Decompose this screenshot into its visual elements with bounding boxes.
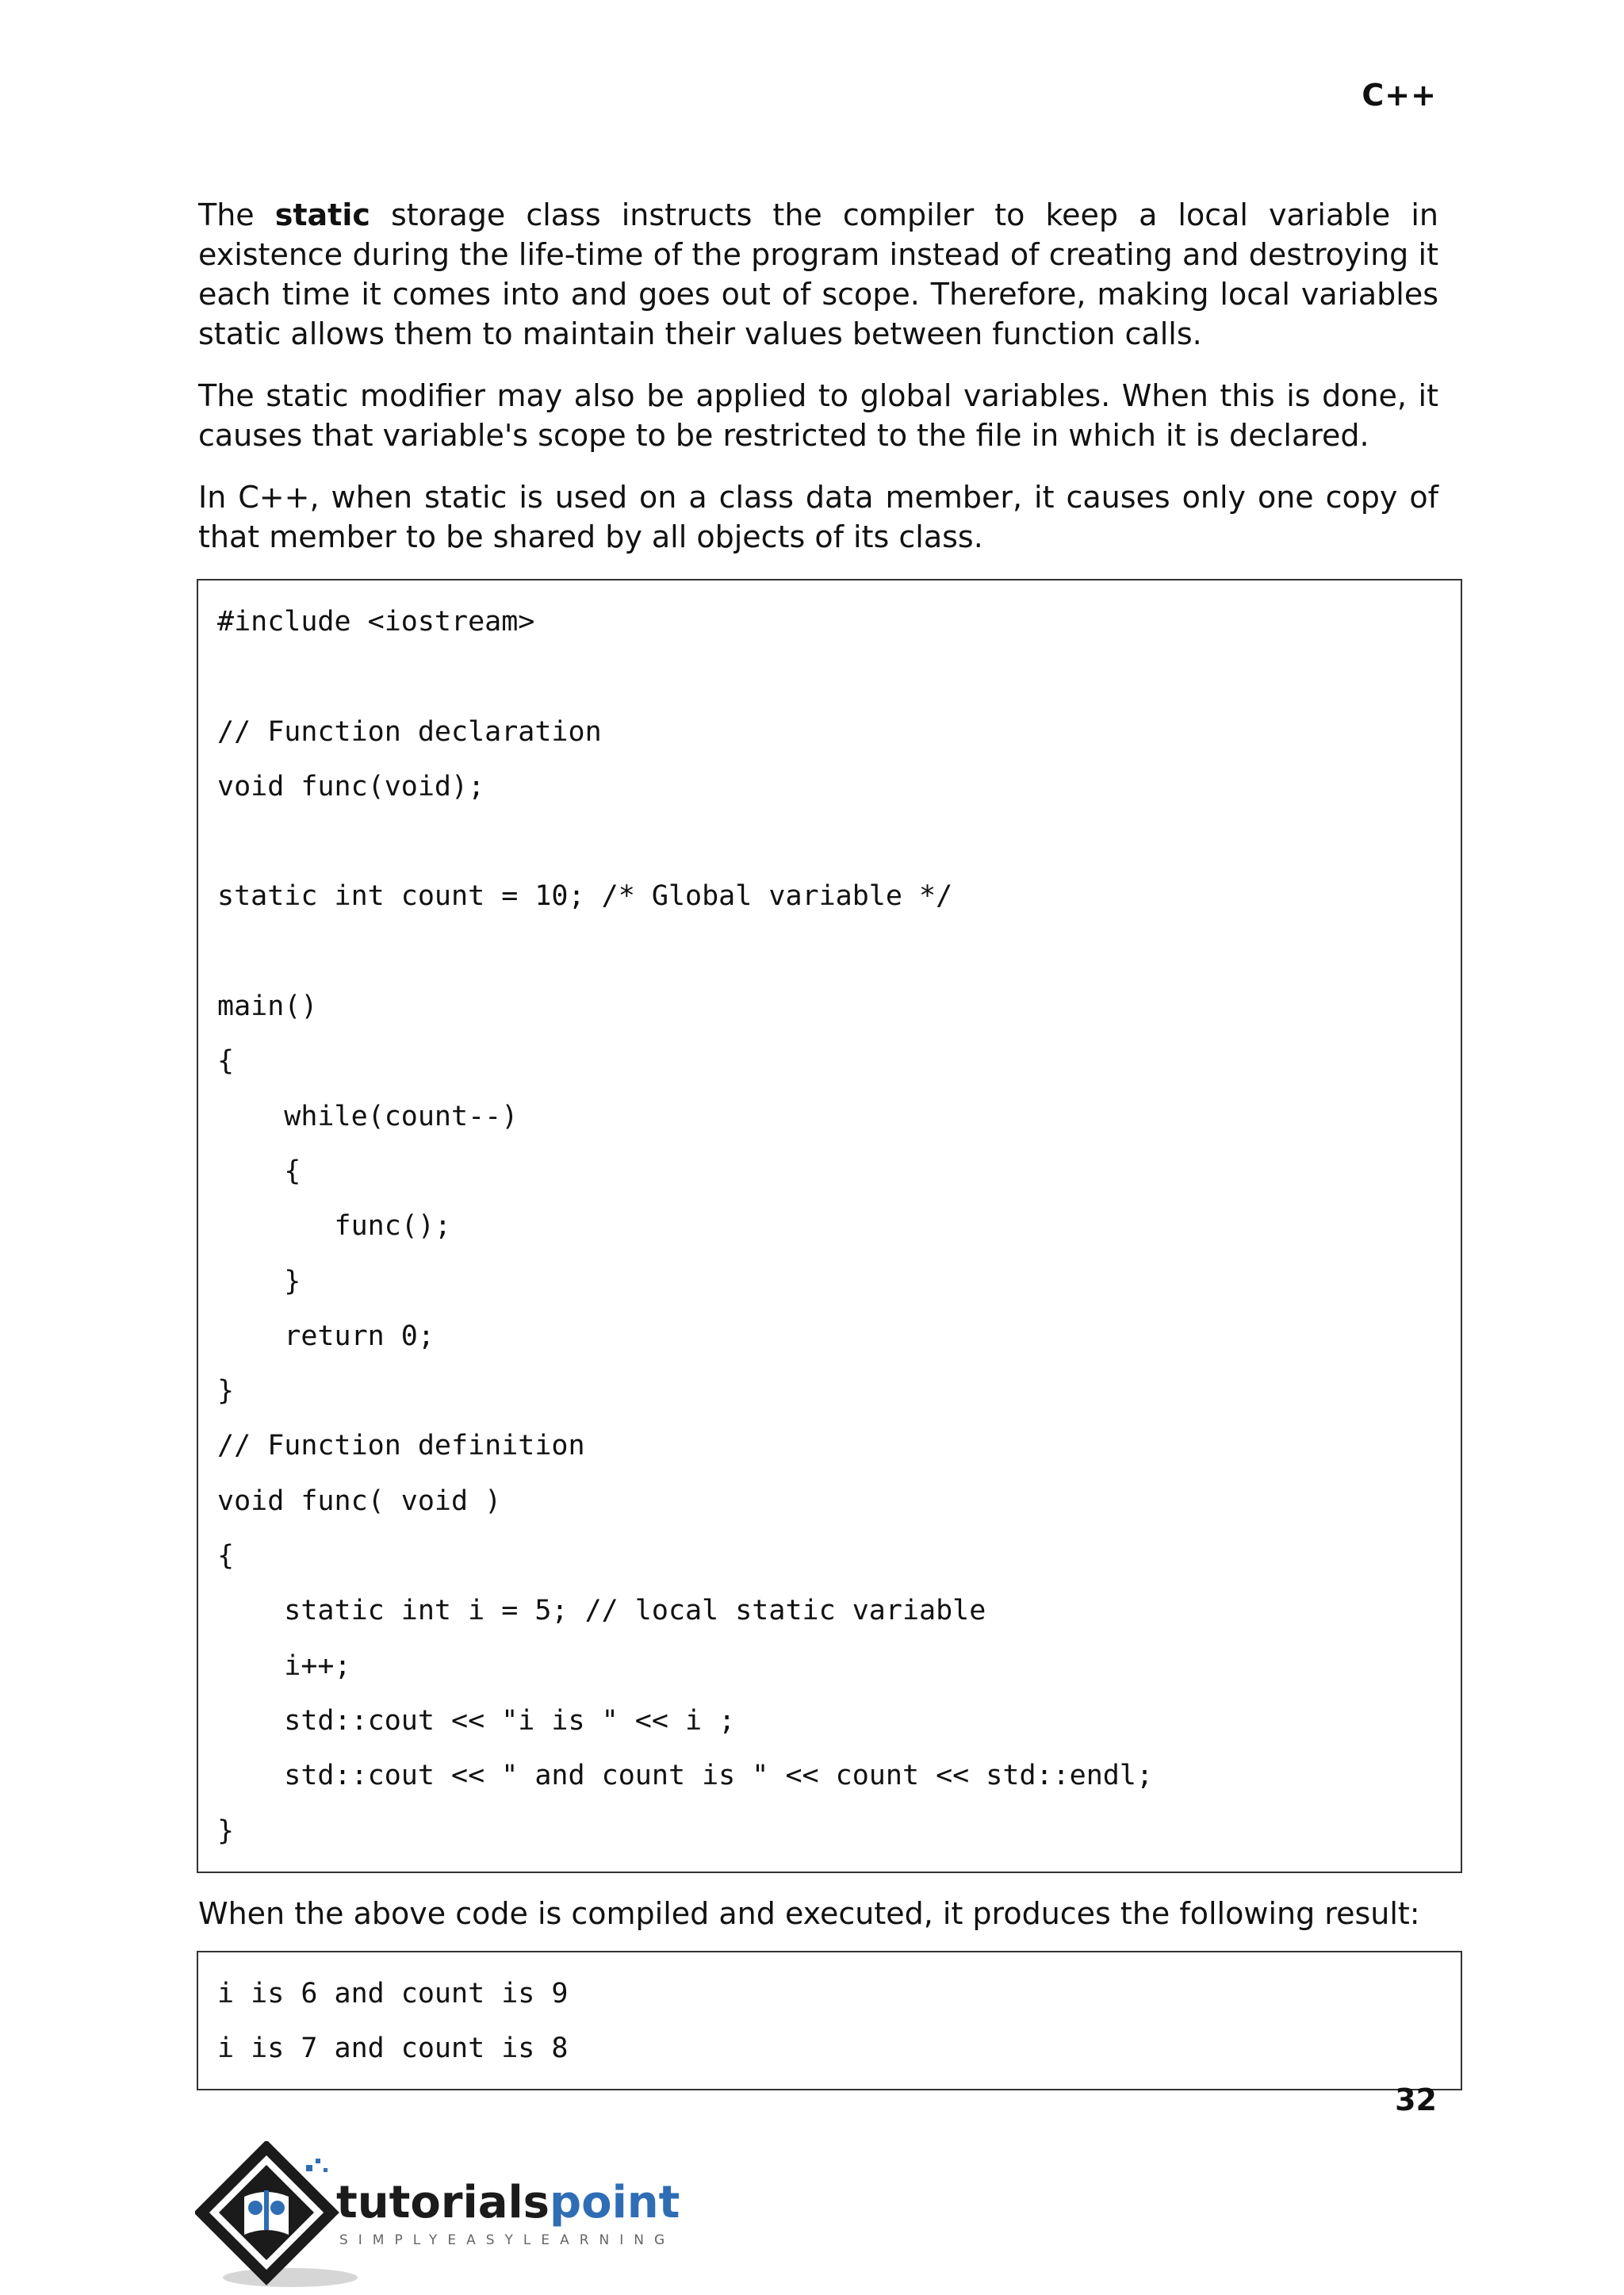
code-line: static int count = 10; /* Global variable */ xyxy=(217,880,953,913)
code-line: while(count--) xyxy=(217,1100,519,1132)
code-line: } xyxy=(217,1814,235,1847)
code-line: // Function definition xyxy=(217,1430,585,1462)
output-line: i is 7 and count is 8 xyxy=(217,2033,569,2065)
page-number: 32 xyxy=(1395,2082,1437,2117)
code-line xyxy=(217,649,1442,704)
paragraph-global-variables: The static modifier may also be applied to global variables. When this is done, it causes that variable's scope to be restricted to the file in which it is declared. xyxy=(198,378,1438,453)
result-intro: When the above code is compiled and executed, it produces the following result: xyxy=(198,1895,1420,1931)
code-line: std::cout << "i is " << i ; xyxy=(217,1704,736,1737)
paragraph-class-member: In C++, when static is used on a class data member, it causes only one copy of that member to be shared by all objects of its class. xyxy=(198,480,1438,554)
paragraph-static-intro xyxy=(198,195,1438,354)
code-line: } xyxy=(217,1375,235,1408)
logo-wordmark xyxy=(336,2177,680,2228)
tutorialspoint-logo xyxy=(195,2141,687,2292)
logo-tagline: SIMPLYEASYLEARNING xyxy=(339,2232,676,2248)
logo-shadow xyxy=(223,2268,358,2287)
code-line: { xyxy=(217,1045,235,1078)
code-line: void func( void ) xyxy=(217,1485,502,1517)
static-keyword: static xyxy=(274,197,370,232)
page-content xyxy=(198,195,1438,2090)
paragraph-lead: The xyxy=(198,197,275,232)
code-line xyxy=(217,814,1442,869)
output-block xyxy=(197,1951,1462,2091)
paragraph-rest: storage class instructs the compiler to keep a local variable in existence during the life-time of the program instead of creating and destroying it each time it comes into and goes out of scope. Therefore, making local variables static allows them to maintain their values between function calls. xyxy=(198,197,1438,351)
code-line: std::cout << " and count is " << count << std::endl; xyxy=(217,1760,1154,1792)
code-line: void func(void); xyxy=(217,770,485,803)
code-line: i++; xyxy=(217,1649,351,1682)
code-line: // Function declaration xyxy=(217,715,602,748)
code-line: func(); xyxy=(217,1210,452,1243)
logo-text-main: tutorials xyxy=(336,2177,550,2228)
logo-text-accent: point xyxy=(550,2177,680,2228)
code-line: #include <iostream> xyxy=(217,606,535,638)
code-line: main() xyxy=(217,990,318,1023)
code-line xyxy=(217,925,1442,979)
code-line: static int i = 5; // local static variable xyxy=(217,1595,986,1627)
code-block xyxy=(197,579,1462,1873)
code-line: { xyxy=(217,1540,235,1573)
code-line: { xyxy=(217,1155,301,1187)
code-line: } xyxy=(217,1265,301,1297)
output-line: i is 6 and count is 9 xyxy=(217,1977,569,2010)
header-title: C++ xyxy=(1362,78,1437,113)
code-line: return 0; xyxy=(217,1320,435,1352)
